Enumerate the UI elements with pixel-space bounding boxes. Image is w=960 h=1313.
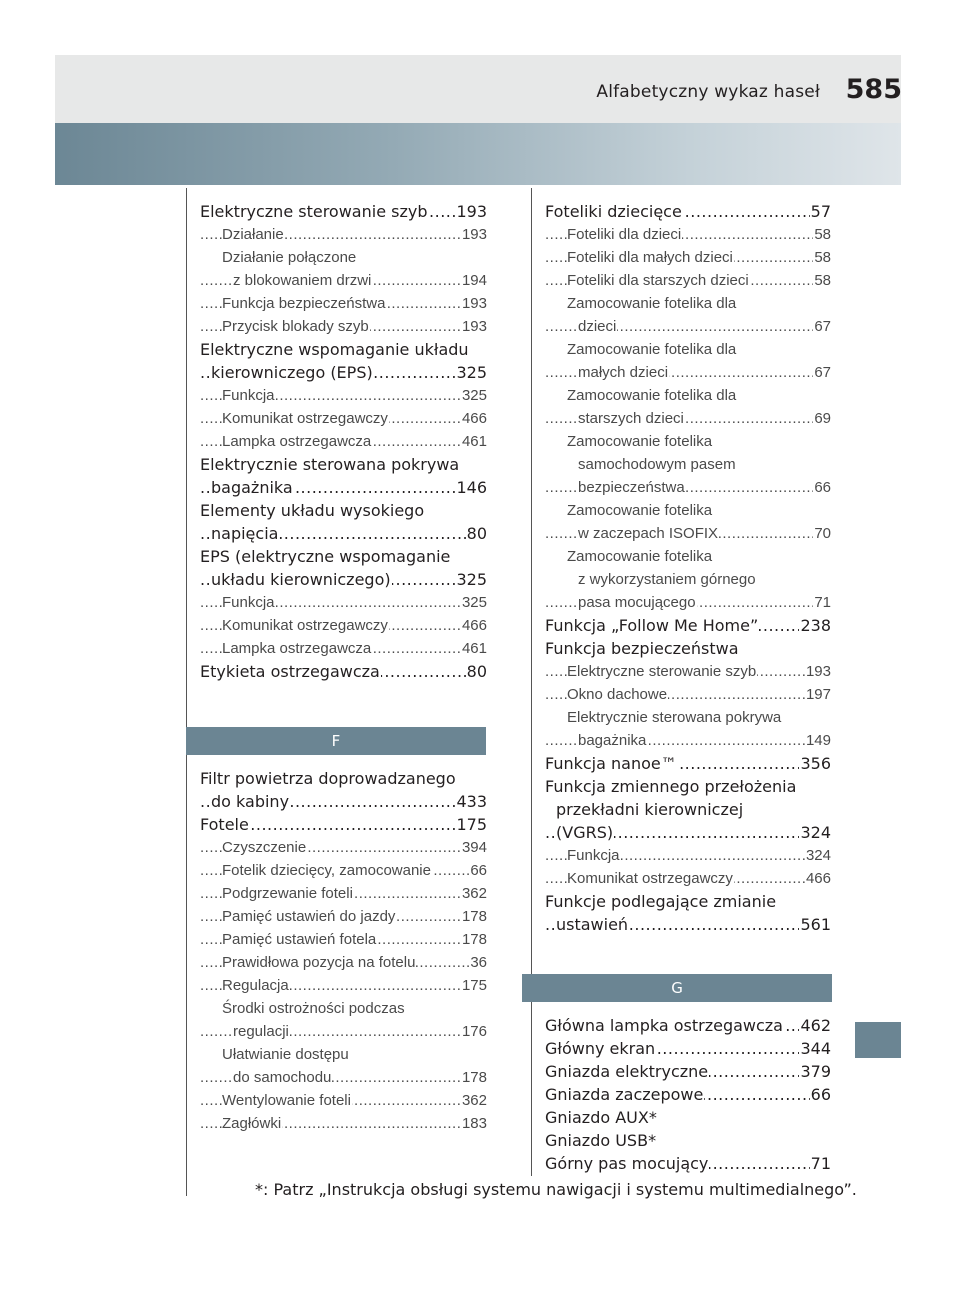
index-entry <box>200 384 487 407</box>
index-entry-page: 178 <box>461 905 487 928</box>
index-entry-page: 193 <box>456 202 487 221</box>
index-entry-page: 461 <box>461 430 487 453</box>
index-entry-term: Funkcja <box>222 594 275 611</box>
index-entry-term: bagażnika <box>578 732 647 749</box>
index-entry-term: Elektrycznie sterowana pokrywa <box>200 455 460 474</box>
index-entry-term: Elementy układu wysokiego <box>200 501 425 520</box>
index-entry-term: ustawień <box>556 915 629 934</box>
index-entry-page: 462 <box>800 1016 831 1035</box>
index-entry <box>545 591 831 614</box>
index-entry-term: Główny ekran <box>545 1039 656 1058</box>
index-entry-page: 197 <box>805 683 831 706</box>
index-entry <box>545 223 831 246</box>
index-entry-page: 146 <box>456 478 487 497</box>
index-entry <box>545 384 831 407</box>
index-entry-page: 325 <box>461 384 487 407</box>
page-number: 585 <box>845 74 902 105</box>
index-entry-page: 58 <box>813 269 831 292</box>
index-entry-term: Funkcja <box>222 387 275 404</box>
index-entry-term: samochodowym pasem <box>578 456 736 473</box>
index-entry-page: 71 <box>810 1154 831 1173</box>
index-entry-term: Główna lampka ostrzegawcza <box>545 1016 783 1035</box>
index-entry-term: dzieci <box>578 318 617 335</box>
index-entry <box>545 752 831 775</box>
index-entry <box>545 453 831 476</box>
index-entry <box>200 407 487 430</box>
index-entry <box>545 660 831 683</box>
index-entry-term: małych dzieci <box>578 364 669 381</box>
index-entry-term: Zamocowanie fotelika dla <box>567 387 737 404</box>
index-entry-page: 461 <box>461 637 487 660</box>
index-entry <box>545 315 831 338</box>
index-entry-page: 193 <box>461 223 487 246</box>
index-entry <box>200 813 487 836</box>
index-entry <box>200 545 487 568</box>
index-entry <box>545 292 831 315</box>
index-entry <box>545 614 831 637</box>
index-entry <box>200 568 487 591</box>
index-entry-page: 466 <box>461 614 487 637</box>
index-entry-term: pasa mocującego <box>578 594 696 611</box>
index-entry-term: Zamocowanie fotelika <box>567 433 713 450</box>
index-entry-page: 175 <box>461 974 487 997</box>
index-entry-term: do kabiny <box>211 792 290 811</box>
index-entry <box>545 246 831 269</box>
index-entry-term: Foteliki dziecięce <box>545 202 682 221</box>
index-entry <box>200 1043 487 1066</box>
index-entry-term: przekładni kierowniczej <box>556 800 744 819</box>
index-entry-page: 36 <box>469 951 487 974</box>
index-entry-term: Okno dachowe <box>567 686 668 703</box>
index-entry <box>545 476 831 499</box>
index-entry-term: EPS (elektryczne wspomaganie <box>200 547 451 566</box>
index-entry <box>200 292 487 315</box>
index-entry-page: 238 <box>800 616 831 635</box>
index-entry-page: 325 <box>461 591 487 614</box>
index-entry-page: 80 <box>466 524 487 543</box>
index-entry-term: Komunikat ostrzegawczy <box>222 617 388 634</box>
index-entry <box>200 315 487 338</box>
index-entry-page: 356 <box>800 754 831 773</box>
index-entry-page: 58 <box>813 223 831 246</box>
index-entry <box>200 974 487 997</box>
index-entry-term: bezpieczeństwa <box>578 479 685 496</box>
index-entry <box>200 591 487 614</box>
index-entry-term: do samochodu <box>233 1069 332 1086</box>
index-entry <box>200 1020 487 1043</box>
index-entry-page: 176 <box>461 1020 487 1043</box>
section-header-g: G <box>522 974 832 1002</box>
index-entry-term: Elektryczne sterowanie szyb <box>200 202 428 221</box>
index-entry <box>200 223 487 246</box>
index-entry-page: 66 <box>469 859 487 882</box>
index-entry-page: 58 <box>813 246 831 269</box>
index-entry-page: 178 <box>461 928 487 951</box>
index-group-g <box>545 1014 831 1175</box>
index-entry <box>200 790 487 813</box>
index-entry-term: (VGRS) <box>556 823 614 842</box>
index-entry-term: Podgrzewanie foteli <box>222 885 353 902</box>
index-entry-term: Pamięć ustawień do jazdy <box>222 908 396 925</box>
index-entry-page: 379 <box>800 1062 831 1081</box>
index-entry-term: starszych dzieci <box>578 410 684 427</box>
index-entry-term: z blokowaniem drzwi <box>233 272 372 289</box>
index-entry <box>200 951 487 974</box>
index-entry <box>545 729 831 752</box>
index-entry-term: Czyszczenie <box>222 839 307 856</box>
index-entry <box>545 200 831 223</box>
index-entry-page: 57 <box>810 202 831 221</box>
page-title: Alfabetyczny wykaz haseł <box>596 82 820 102</box>
index-entry-term: Foteliki dla małych dzieci <box>567 249 733 266</box>
left-column-f <box>200 767 487 1135</box>
index-entry-term: Zamocowanie fotelika dla <box>567 295 737 312</box>
index-entry <box>545 775 831 798</box>
index-entry <box>200 905 487 928</box>
index-entry <box>545 1106 831 1129</box>
index-entry <box>200 997 487 1020</box>
index-entry-term: Zamocowanie fotelika <box>567 502 713 519</box>
index-entry-page: 67 <box>813 315 831 338</box>
index-entry-term: Działanie połączone <box>222 249 357 266</box>
index-entry <box>200 1112 487 1135</box>
index-entry <box>200 928 487 951</box>
index-entry-term: Funkcja bezpieczeństwa <box>545 639 739 658</box>
index-entry-page: 149 <box>805 729 831 752</box>
index-entry <box>200 476 487 499</box>
index-entry-term: Etykieta ostrzegawcza <box>200 662 380 681</box>
index-entry-page: 433 <box>456 792 487 811</box>
index-entry <box>200 1089 487 1112</box>
index-entry-page: 344 <box>800 1039 831 1058</box>
index-entry-term: Gniazda zaczepowe <box>545 1085 704 1104</box>
index-entry-term: Ułatwianie dostępu <box>222 1046 349 1063</box>
index-entry <box>200 882 487 905</box>
index-entry <box>545 1014 831 1037</box>
index-entry <box>200 1066 487 1089</box>
index-entry <box>200 660 487 683</box>
index-entry <box>545 499 831 522</box>
index-entry-term: Zagłówki <box>222 1115 282 1132</box>
index-entry <box>545 1083 831 1106</box>
index-entry-term: bagażnika <box>211 478 293 497</box>
index-entry-term: Elektryczne sterowanie szyb <box>567 663 757 680</box>
index-entry-page: 561 <box>800 915 831 934</box>
index-entry-page: 178 <box>461 1066 487 1089</box>
index-entry <box>545 568 831 591</box>
index-entry-page: 80 <box>466 662 487 681</box>
index-entry-term: kierowniczego (EPS) <box>211 363 373 382</box>
index-entry <box>545 361 831 384</box>
index-entry-page: 466 <box>805 867 831 890</box>
index-entry-term: Regulacja <box>222 977 289 994</box>
index-entry-term: Foteliki dla starszych dzieci <box>567 272 749 289</box>
index-entry-page: 70 <box>813 522 831 545</box>
index-entry-term: Komunikat ostrzegawczy <box>222 410 388 427</box>
index-entry-term: Środki ostrożności podczas <box>222 1000 405 1017</box>
index-entry-page: 193 <box>461 315 487 338</box>
left-column <box>200 200 487 683</box>
index-entry <box>200 836 487 859</box>
right-column <box>545 200 831 936</box>
index-entry <box>545 407 831 430</box>
index-entry-page: 71 <box>813 591 831 614</box>
index-entry-term: układu kierowniczego) <box>211 570 391 589</box>
index-entry-page: 324 <box>800 823 831 842</box>
index-entry-term: napięcia <box>211 524 279 543</box>
index-entry-term: Funkcja „Follow Me Home” <box>545 616 759 635</box>
index-entry-term: Komunikat ostrzegawczy <box>567 870 733 887</box>
index-entry-page: 362 <box>461 1089 487 1112</box>
footnote: *: Patrz „Instrukcja obsługi systemu nawigacji i systemu multimedialnego”. <box>255 1180 857 1199</box>
index-entry-term: Gniazda elektryczne <box>545 1062 709 1081</box>
index-entry <box>200 430 487 453</box>
index-entry <box>545 1037 831 1060</box>
index-entry <box>545 844 831 867</box>
index-entry-term: Elektrycznie sterowana pokrywa <box>567 709 782 726</box>
index-entry-term: Zamocowanie fotelika dla <box>567 341 737 358</box>
index-entry-term: Lampka ostrzegawcza <box>222 640 372 657</box>
index-entry-page: 67 <box>813 361 831 384</box>
index-entry <box>545 913 831 936</box>
index-group-e <box>200 200 487 683</box>
index-entry <box>545 545 831 568</box>
index-entry-term: Foteliki dla dzieci <box>567 226 682 243</box>
index-entry-term: Funkcja <box>567 847 620 864</box>
index-group-f <box>200 767 487 1135</box>
index-entry <box>545 522 831 545</box>
index-entry <box>545 890 831 913</box>
index-entry-term: Pamięć ustawień fotela <box>222 931 377 948</box>
index-entry-term: Fotele <box>200 815 249 834</box>
index-entry <box>200 767 487 790</box>
right-column-g <box>545 1014 831 1175</box>
index-entry-term: Gniazdo AUX* <box>545 1108 657 1127</box>
index-entry-term: Przycisk blokady szyb <box>222 318 369 335</box>
index-entry <box>200 246 487 269</box>
index-entry-page: 66 <box>813 476 831 499</box>
index-entry <box>545 798 831 821</box>
index-entry-term: Gniazdo USB* <box>545 1131 657 1150</box>
index-entry <box>200 338 487 361</box>
index-entry-term: Fotelik dziecięcy, zamocowanie <box>222 862 431 879</box>
index-entry-term: Działanie <box>222 226 284 243</box>
index-entry-page: 193 <box>461 292 487 315</box>
chapter-tab <box>855 1022 901 1058</box>
index-entry-page: 324 <box>805 844 831 867</box>
index-entry-term: Elektryczne wspomaganie układu <box>200 340 469 359</box>
index-entry <box>545 1129 831 1152</box>
index-entry-term: Wentylowanie foteli <box>222 1092 351 1109</box>
index-entry <box>200 361 487 384</box>
index-entry-term: regulacji <box>233 1023 289 1040</box>
decorative-gradient-band <box>55 123 901 185</box>
index-entry-term: Funkcje podlegające zmianie <box>545 892 777 911</box>
index-entry-page: 66 <box>810 1085 831 1104</box>
index-entry-page: 466 <box>461 407 487 430</box>
index-entry-term: Zamocowanie fotelika <box>567 548 713 565</box>
index-entry <box>545 637 831 660</box>
index-entry-page: 193 <box>805 660 831 683</box>
index-entry <box>545 269 831 292</box>
index-entry <box>200 637 487 660</box>
index-entry-page: 175 <box>456 815 487 834</box>
index-entry-term: Funkcja zmiennego przełożenia <box>545 777 797 796</box>
index-group-f-continued <box>545 200 831 936</box>
index-entry-page: 362 <box>461 882 487 905</box>
section-header-f: F <box>186 727 486 755</box>
index-entry <box>200 499 487 522</box>
index-entry-term: Lampka ostrzegawcza <box>222 433 372 450</box>
index-entry <box>545 430 831 453</box>
index-entry-page: 394 <box>461 836 487 859</box>
index-entry <box>200 200 487 223</box>
index-entry <box>545 706 831 729</box>
index-entry-term: Górny pas mocujący <box>545 1154 709 1173</box>
index-entry-term: w zaczepach ISOFIX <box>578 525 719 542</box>
index-entry-term: Funkcja nanoe™ <box>545 754 677 773</box>
index-entry-page: 183 <box>461 1112 487 1135</box>
index-entry <box>545 821 831 844</box>
index-entry-page: 325 <box>456 363 487 382</box>
index-entry <box>545 1152 831 1175</box>
index-entry-term: Filtr powietrza doprowadzanego <box>200 769 456 788</box>
index-entry-page: 69 <box>813 407 831 430</box>
index-entry-page: 194 <box>461 269 487 292</box>
left-column-rule <box>186 188 187 1196</box>
index-entry-term: Funkcja bezpieczeństwa <box>222 295 386 312</box>
index-entry <box>200 859 487 882</box>
index-entry <box>545 683 831 706</box>
index-entry-term: Prawidłowa pozycja na fotelu <box>222 954 416 971</box>
index-entry-term: z wykorzystaniem górnego <box>578 571 756 588</box>
index-entry <box>200 453 487 476</box>
index-entry <box>200 269 487 292</box>
index-entry <box>545 338 831 361</box>
right-column-rule <box>531 188 532 1176</box>
index-entry <box>200 522 487 545</box>
index-entry <box>545 867 831 890</box>
index-entry <box>545 1060 831 1083</box>
index-entry-page: 325 <box>456 570 487 589</box>
index-entry <box>200 614 487 637</box>
